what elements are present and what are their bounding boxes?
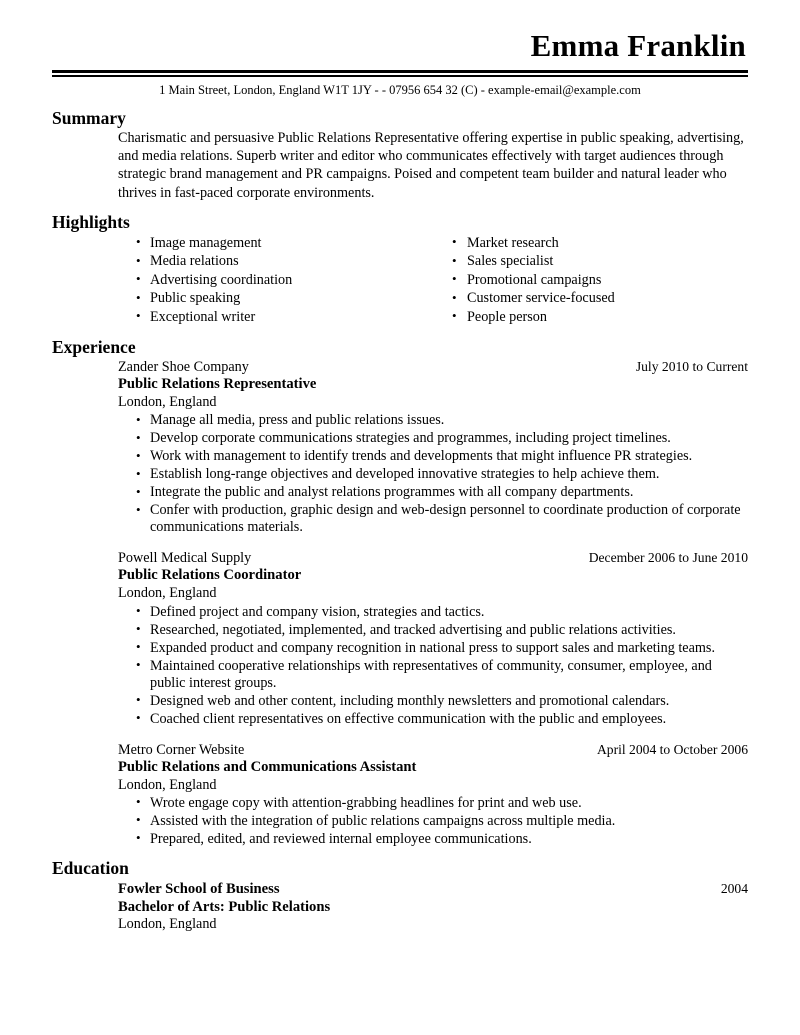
- candidate-name: Emma Franklin: [530, 28, 746, 63]
- summary-body: [52, 129, 748, 202]
- employer-name: Metro Corner Website: [118, 741, 245, 758]
- job-responsibility-list: [118, 604, 748, 728]
- experience-section: [52, 337, 748, 848]
- job-responsibility-list: [118, 412, 748, 536]
- job-location: London, England: [118, 776, 217, 793]
- employment-dates: December 2006 to June 2010: [588, 550, 748, 566]
- experience-entry: [52, 359, 748, 536]
- list-item: • Defined project and company vision, strategies and tactics.: [118, 604, 748, 621]
- job-title: Public Relations Coordinator: [118, 567, 302, 584]
- highlights-column-left: [118, 235, 433, 327]
- experience-entry-header: [118, 550, 748, 567]
- degree-name: Bachelor of Arts: Public Relations: [118, 899, 331, 916]
- list-item: • Promotional campaigns: [433, 272, 748, 289]
- list-item: • Manage all media, press and public relations issues.: [118, 412, 748, 429]
- list-item: • Confer with production, graphic design and web-design personnel to coordinate production of corporate communications materials.: [118, 502, 748, 536]
- list-item: • Work with management to identify trends and developments that might influence PR strategies.: [118, 448, 748, 465]
- job-title: Public Relations Representative: [118, 376, 317, 393]
- school-location: London, England: [118, 916, 217, 933]
- list-item: • Sales specialist: [433, 253, 748, 270]
- education-heading: Education: [52, 857, 129, 878]
- experience-heading: Experience: [52, 336, 136, 357]
- list-item: • Wrote engage copy with attention-grabbing headlines for print and web use.: [118, 795, 748, 812]
- list-item: • Expanded product and company recognition in national press to support sales and marketing teams.: [118, 640, 748, 657]
- highlights-column-right: [433, 235, 748, 327]
- list-item: • Maintained cooperative relationships with representatives of community, consumer, employee, and public interest groups.: [118, 658, 748, 692]
- list-item: • Assisted with the integration of public relations campaigns across multiple media.: [118, 813, 748, 830]
- employer-name: Powell Medical Supply: [118, 550, 252, 567]
- education-section: [52, 858, 748, 934]
- highlights-list-right: [433, 235, 748, 325]
- highlights-columns: [52, 233, 748, 327]
- education-entry-header: [118, 880, 748, 898]
- highlights-heading: Highlights: [52, 211, 130, 232]
- list-item: • Media relations: [118, 253, 433, 270]
- list-item: • Advertising coordination: [118, 272, 433, 289]
- list-item: • Researched, negotiated, implemented, and tracked advertising and public relations activities.: [118, 622, 748, 639]
- list-item: • People person: [433, 309, 748, 326]
- school-name: Fowler School of Business: [118, 881, 280, 898]
- employer-name: Zander Shoe Company: [118, 359, 249, 376]
- job-title: Public Relations and Communications Assistant: [118, 758, 417, 775]
- job-responsibility-list: [118, 795, 748, 848]
- list-item: • Image management: [118, 235, 433, 252]
- highlights-section: [52, 212, 748, 327]
- job-location: London, England: [118, 393, 217, 410]
- employment-dates: July 2010 to Current: [635, 359, 748, 375]
- experience-entry-header: [118, 359, 748, 376]
- contact-info: 1 Main Street, London, England W1T 1JY - - 07956 654 32 (C) - example-email@example.com: [159, 83, 641, 97]
- list-item: • Establish long-range objectives and developed innovative strategies to help achieve them.: [118, 466, 748, 483]
- experience-entry: [52, 550, 748, 727]
- job-location: London, England: [118, 585, 217, 602]
- list-item: • Develop corporate communications strategies and programmes, including project timelines.: [118, 430, 748, 447]
- highlights-list-left: [118, 235, 433, 325]
- experience-entry: [52, 742, 748, 848]
- list-item: • Coached client representatives on effective communication with the public and employees.: [118, 711, 748, 728]
- list-item: • Customer service-focused: [433, 290, 748, 307]
- header-divider: [52, 70, 748, 77]
- education-entry: [52, 880, 748, 934]
- experience-entry-header: [118, 742, 748, 759]
- summary-section: [52, 108, 748, 202]
- list-item: • Public speaking: [118, 290, 433, 307]
- list-item: • Exceptional writer: [118, 309, 433, 326]
- list-item: • Integrate the public and analyst relations programmes with all company departments.: [118, 484, 748, 501]
- summary-text: Charismatic and persuasive Public Relations Representative offering expertise in public speaking, advertising, and media relations. Superb writer and editor who communicates effectively with target audiences through strategic brand management and PR campaigns. Poised and competent team builder and natural leader who thrives in fast-paced corporate environments.: [118, 130, 744, 201]
- list-item: • Designed web and other content, including monthly newsletters and promotional calendars.: [118, 693, 748, 710]
- list-item: • Market research: [433, 235, 748, 252]
- employment-dates: April 2004 to October 2006: [596, 741, 748, 757]
- summary-heading: Summary: [52, 108, 126, 128]
- list-item: • Prepared, edited, and reviewed internal employee communications.: [118, 831, 748, 848]
- graduation-year: 2004: [720, 881, 748, 897]
